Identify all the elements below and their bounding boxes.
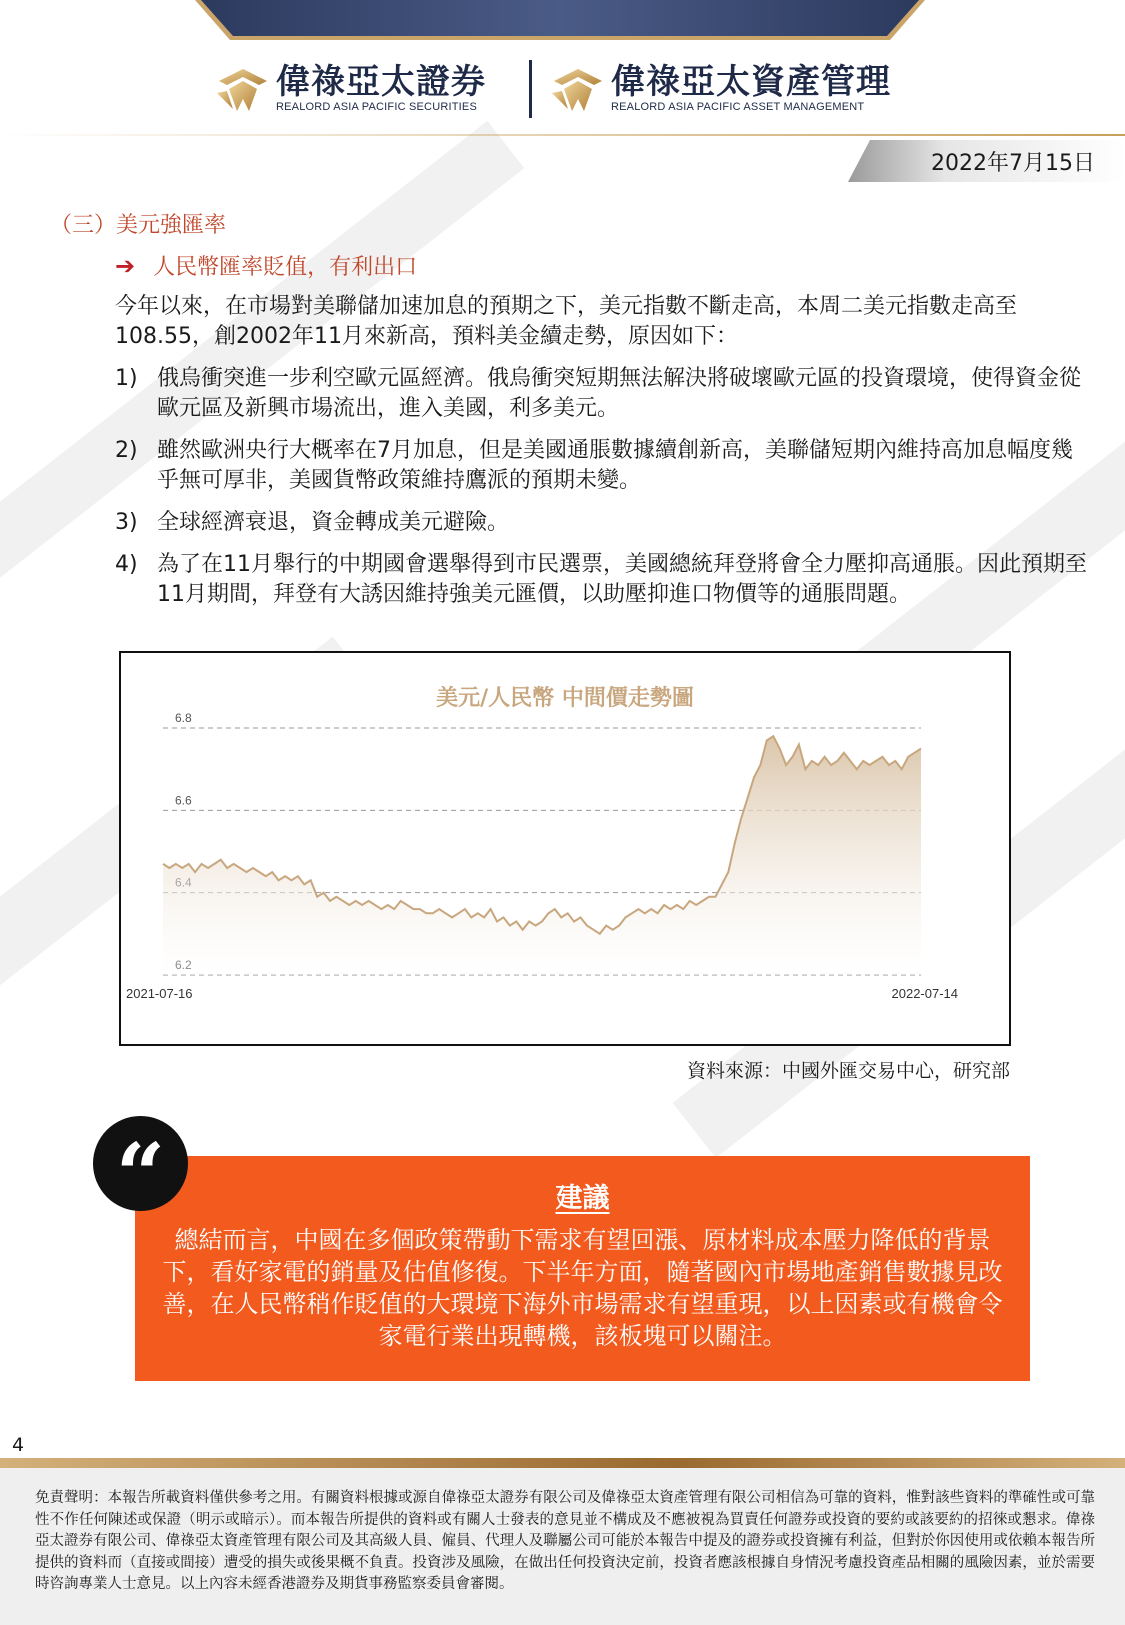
list-number: 4) <box>115 552 138 577</box>
report-date: 2022年7月15日 <box>931 151 1095 176</box>
brand-emblem-icon <box>550 63 605 113</box>
footer-gold-line <box>0 1458 1125 1468</box>
brand-logo-asset-management <box>550 58 891 118</box>
list-text: 全球經濟衰退，資金轉成美元避險。 <box>157 510 510 535</box>
arrow-right-icon: ➔ <box>115 251 136 280</box>
recommendation-text: 總結而言，中國在多個政策帶動下需求有望回漲、原材料成本壓力降低的背景下，看好家電的銷量及估值修復。下半年方面，隨著國內市場地產銷售數據見改善，在人民幣稍作貶值的大環境下海外市場需求有望重現，以上因素或有機會令家電行業出現轉機，該板塊可以關注。 <box>162 1226 1003 1350</box>
list-item <box>115 436 1090 496</box>
subtitle-text: 人民幣匯率貶值，有利出口 <box>153 255 418 280</box>
chart-title: 美元/人民幣 中間價走勢圖 <box>436 686 694 711</box>
footer <box>0 1468 1125 1625</box>
brand-name-cn: 偉祿亞太證券 <box>276 62 486 102</box>
list-text: 為了在11月舉行的中期國會選舉得到市民選票，美國總統拜登將會全力壓抑高通脹。因此預期至11月期間，拜登有大誘因維持強美元匯價，以助壓抑進口物價等的通脹問題。 <box>157 552 1087 607</box>
area-fill <box>163 736 921 975</box>
logo-divider <box>529 60 532 118</box>
usd-cny-chart <box>119 651 1011 1046</box>
y-tick-label: 6.8 <box>175 711 192 725</box>
list-text: 俄烏衝突進一步利空歐元區經濟。俄烏衝突短期無法解決將破壞歐元區的投資環境，使得資金從歐元區及新興市場流出，進入美國，利多美元。 <box>157 366 1082 421</box>
page-number: 4 <box>12 1434 25 1456</box>
reasons-list <box>115 364 1090 622</box>
x-tick-label: 2021-07-16 <box>126 986 193 1001</box>
brand-logo-securities <box>215 58 486 118</box>
list-number: 2) <box>115 438 138 463</box>
quote-badge <box>93 1116 188 1226</box>
list-item <box>115 508 1090 538</box>
list-item <box>115 364 1090 424</box>
section-subtitle <box>115 250 417 281</box>
list-number: 3) <box>115 510 138 535</box>
intro-paragraph: 今年以來，在市場對美聯儲加速加息的預期之下，美元指數不斷走高，本周二美元指數走高至108.55，創2002年11月來新高，預料美金續走勢，原因如下： <box>115 294 1018 349</box>
quote-icon: “ <box>115 1125 166 1226</box>
brand-name-en: REALORD ASIA PACIFIC SECURITIES <box>276 101 477 113</box>
list-text: 雖然歐洲央行大概率在7月加息，但是美國通脹數據續創新高，美聯儲短期內維持高加息幅度幾乎無可厚非，美國貨幣政策維持鷹派的預期未變。 <box>157 438 1074 493</box>
x-tick-label: 2022-07-14 <box>891 986 958 1001</box>
section-title: （三）美元強匯率 <box>50 213 227 238</box>
chart-source: 資料來源：中國外匯交易中心，研究部 <box>686 1060 1010 1082</box>
header-gold-line <box>0 134 1125 136</box>
header-top-bar <box>195 0 925 40</box>
list-item <box>115 550 1090 610</box>
list-number: 1) <box>115 366 138 391</box>
recommendation-title: 建議 <box>555 1183 610 1214</box>
disclaimer-text: 免責聲明：本報告所載資料僅供參考之用。有關資料根據或源自偉祿亞太證券有限公司及偉祿亞太資產管理有限公司相信為可靠的資料，惟對該些資料的準確性或可靠性不作任何陳述或保證（明示或暗示）。而本報告所提供的資料或有關人士發表的意見並不構成及不應被視為買賣任何證券或投資的要約或該要約的招徠或懇求。偉祿亞太證券有限公司、偉祿亞太資產管理有限公司及其高級人員、僱員、代理人及聯屬公司可能於本報告中提及的證券或投資擁有利益，但對於你因使用或依賴本報告所提供的資料而（直接或間接）遭受的損失或後果概不負責。投資涉及風險，在做出任何投資決定前，投資者應該根據自身情況考慮投資產品相關的風險因素，並於需要時咨詢專業人士意見。以上內容未經香港證券及期貨事務監察委員會審閱。 <box>35 1490 1095 1592</box>
brand-name-cn: 偉祿亞太資產管理 <box>611 62 891 102</box>
y-tick-label: 6.6 <box>175 793 192 808</box>
brand-emblem-icon <box>215 63 270 113</box>
brand-name-en: REALORD ASIA PACIFIC ASSET MANAGEMENT <box>611 101 865 113</box>
chart-plot <box>121 653 1009 1044</box>
recommendation-box <box>135 1156 1030 1381</box>
